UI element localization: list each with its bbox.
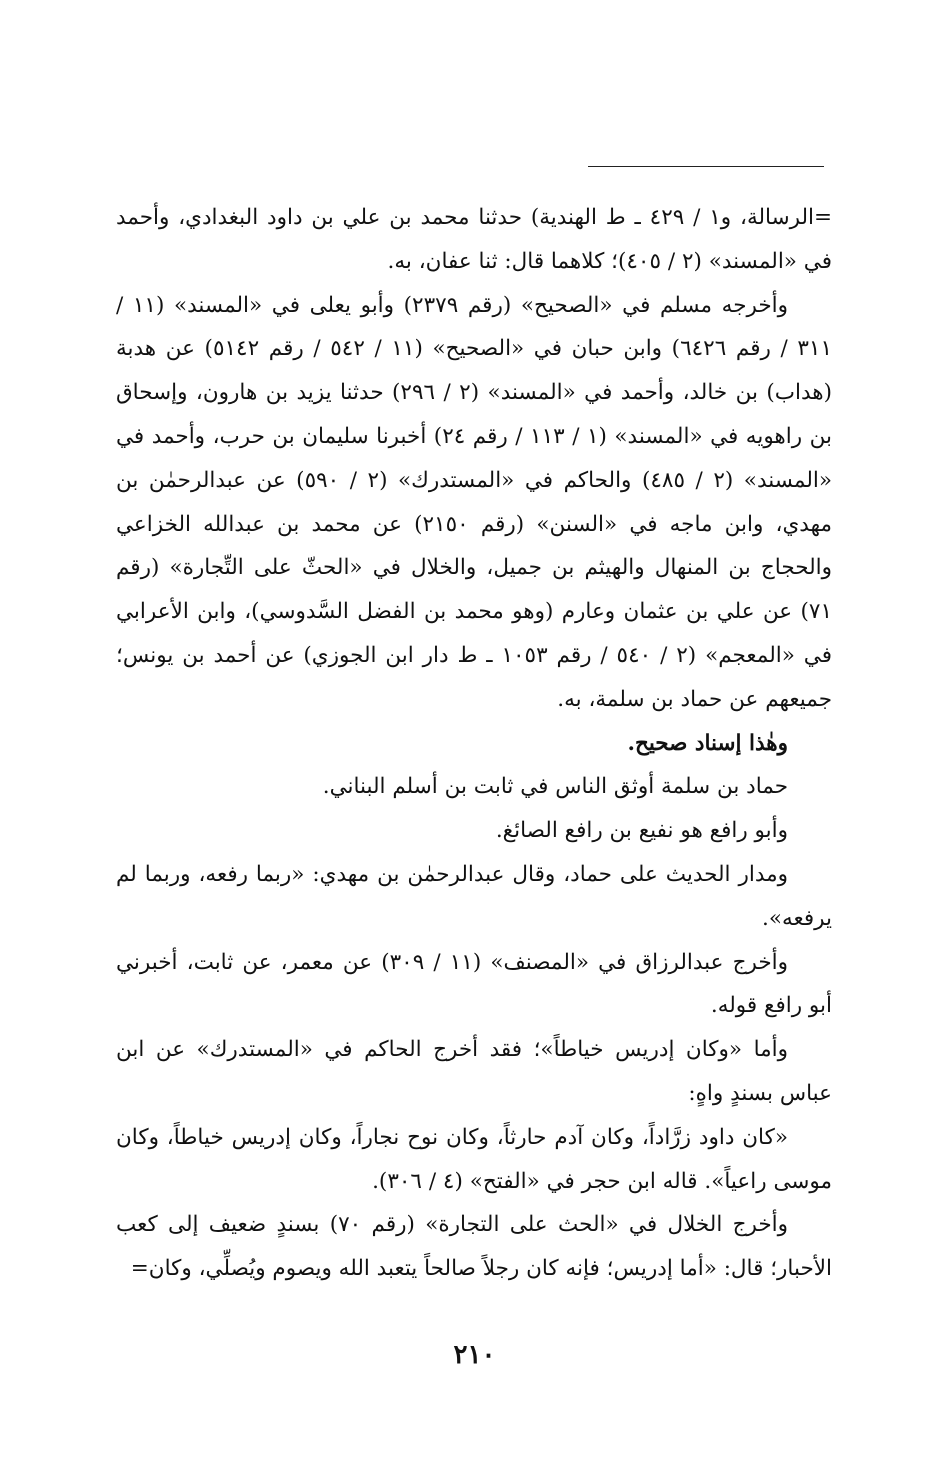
page-number: ٢١٠ [453,1340,496,1370]
footnote-paragraph: وأخرج عبدالرزاق في «المصنف» (١١ / ٣٠٩) عن معمر، عن ثابت، أخبرني أبو رافع قوله. [116,949,832,1019]
footnote-paragraph: حماد بن سلمة أوثق الناس في ثابت بن أسلم البناني. [322,774,788,800]
footnote-paragraph: «كان داود زرَّاداً، وكان آدم حارثاً، وكان نوح نجاراً، وكان إدريس خياطاً، وكان موسى راعياً». قاله ابن حجر في «الفتح» (٤ / ٣٠٦). [116,1124,832,1194]
footnote-paragraph: وأخرجه مسلم في «الصحيح» (رقم ٢٣٧٩) وأبو يعلى في «المسند» (١١ / ٣١١ / رقم ٦٤٢٦) وابن حبان في «الصحيح» (١١ / ٥٤٢ / رقم ٥١٤٢) عن هدبة (هداب) بن خالد، وأحمد في «المسند» (٢ / ٢٩٦) حدثنا يزيد بن هارون، وإسحاق بن راهويه في «المسند» (١ / ١١٣ / رقم ٢٤) أخبرنا سليمان بن حرب، وأحمد في «المسند» (٢ / ٤٨٥) والحاكم في «المستدرك» (٢ / ٥٩٠) عن عبدالرحمٰن بن مهدي، وابن ماجه في «السنن» (رقم ٢١٥٠) عن محمد بن عبدالله الخزاعي والحجاج بن المنهال والهيثم بن جميل، والخلال في «الحثّ على التِّجارة» (رقم ٧١) عن علي بن عثمان وعارم (وهو محمد بن الفضل السَّدوسي)، وابن الأعرابي في «المعجم» (٢ / ٥٤٠ / رقم ١٠٥٣ ـ ط دار ابن الجوزي) عن أحمد بن يونس؛ جميعهم عن حماد بن سلمة، به. [116,292,832,712]
footnote-separator-line [588,166,824,167]
footnote-paragraph: وأخرج الخلال في «الحث على التجارة» (رقم ٧٠) بسندٍ ضعيف إلى كعب الأحبار؛ قال: «أما إدريس؛ فإنه كان رجلاً صالحاً يتعبد الله ويصوم ويُصلِّي، وكان= [116,1212,832,1282]
footnote-text-block [116,196,832,1291]
footnote-paragraph: وأبو رافع هو نفيع بن رافع الصائغ. [495,818,788,844]
footnote-paragraph: وأما «وكان إدريس خياطاً»؛ فقد أخرج الحاكم في «المستدرك» عن ابن عباس بسندٍ واهٍ: [116,1037,832,1106]
footnote-paragraph: =الرسالة، و١ / ٤٢٩ ـ ط الهندية) حدثنا محمد بن علي بن داود البغدادي، وأحمد في «المسند» (٢ / ٤٠٥)؛ كلاهما قال: ثنا عفان، به. [116,205,832,274]
footnote-paragraph: ومدار الحديث على حماد، وقال عبدالرحمٰن بن مهدي: «ربما رفعه، وربما لم يرفعه». [116,861,832,931]
footnote-verdict-heading: وهٰذا إسناد صحيح. [627,730,788,756]
